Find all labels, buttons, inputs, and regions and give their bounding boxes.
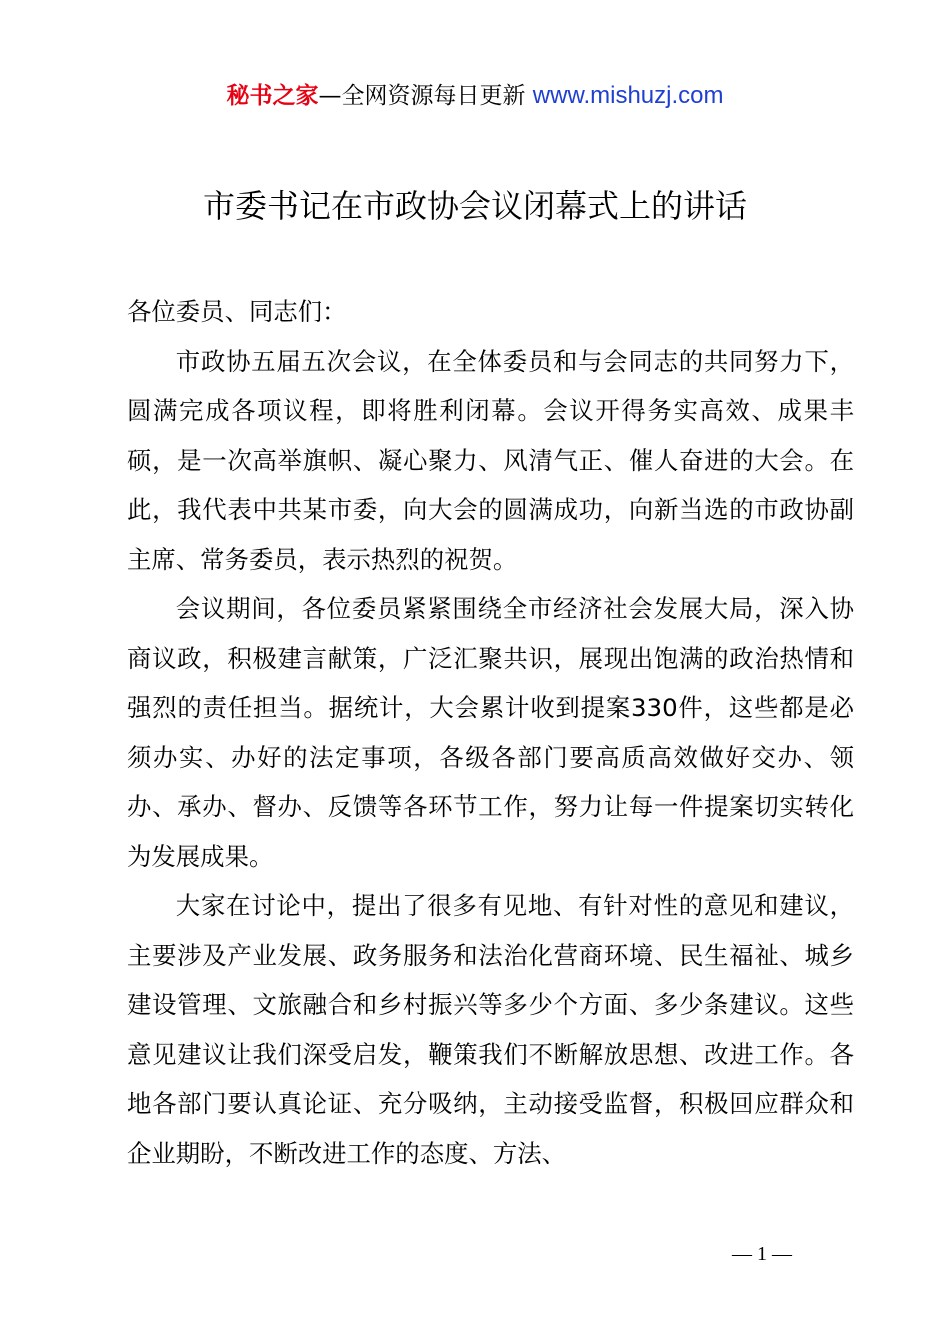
paragraph: 大家在讨论中，提出了很多有见地、有针对性的意见和建议，主要涉及产业发展、政务服务和法治化营商环境、民生福祉、城乡建设管理、文旅融合和乡村振兴等多少个方面、多少条建议。这些意见建议让我们深受启发，鞭策我们不断解放思想、改进工作。各地各部门要认真论证、充分吸纳，主动接受监督，积极回应群众和企业期盼，不断改进工作的态度、方法、: [127, 891, 854, 1168]
document-body: [127, 287, 854, 1178]
brand-name: 秘书之家: [226, 83, 319, 109]
banner-slogan: —全网资源每日更新: [318, 83, 533, 109]
salutation: 各位委员、同志们：: [127, 297, 347, 326]
document-title: 市委书记在市政协会议闭幕式上的讲话: [202, 187, 747, 225]
paragraph: 市政协五届五次会议，在全体委员和与会同志的共同努力下，圆满完成各项议程，即将胜利闭幕。会议开得务实高效、成果丰硕，是一次高举旗帜、凝心聚力、风清气正、催人奋进的大会。在此，我代表中共某市委，向大会的圆满成功，向新当选的市政协副主席、常务委员，表示热烈的祝贺。: [127, 346, 854, 574]
site-banner: [0, 80, 950, 112]
site-url-link[interactable]: www.mishuzj.com: [532, 82, 724, 109]
page-number: — 1 —: [732, 1243, 792, 1265]
paragraph: 会议期间，各位委员紧紧围绕全市经济社会发展大局，深入协商议政，积极建言献策，广泛汇聚共识，展现出饱满的政治热情和强烈的责任担当。据统计，大会累计收到提案330件，这些都是必须办实、办好的法定事项，各级各部门要高质高效做好交办、领办、承办、督办、反馈等各环节工作，努力让每一件提案切实转化为发展成果。: [127, 594, 854, 871]
